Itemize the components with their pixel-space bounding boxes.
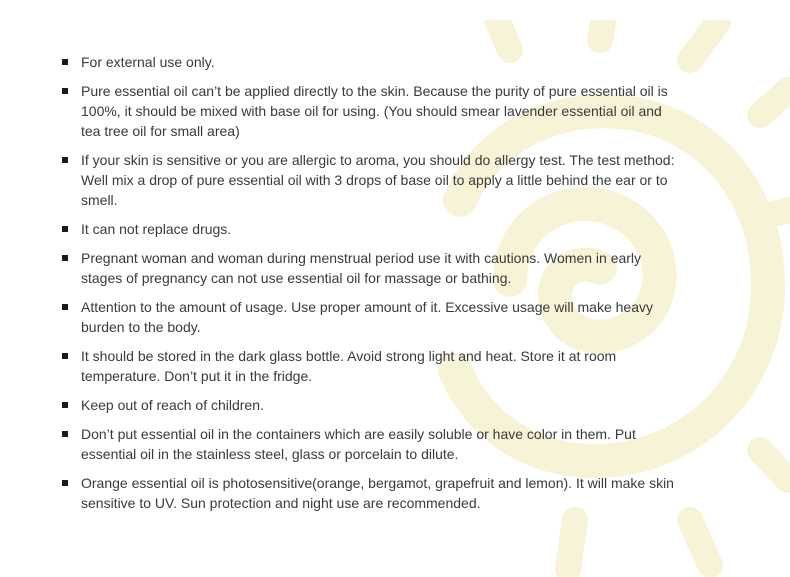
list-item xyxy=(62,346,682,386)
precautions-list xyxy=(62,52,682,522)
bullet-icon xyxy=(62,255,68,261)
list-item xyxy=(62,473,682,513)
bullet-icon xyxy=(62,480,68,486)
bullet-icon xyxy=(62,304,68,310)
bullet-icon xyxy=(62,353,68,359)
list-item xyxy=(62,297,682,337)
list-item xyxy=(62,150,682,210)
list-item-text: Pure essential oil can’t be applied directly to the skin. Because the purity of pure essential oil is 100%, it should be mixed with base oil for using. (You should smear lavender essential oil and tea tree oil for small area) xyxy=(81,83,668,139)
bullet-icon xyxy=(62,431,68,437)
list-item xyxy=(62,424,682,464)
list-item-text: Keep out of reach of children. xyxy=(81,397,264,413)
bullet-icon xyxy=(62,157,68,163)
list-item-text: Attention to the amount of usage. Use proper amount of it. Excessive usage will make heavy burden to the body. xyxy=(81,299,653,335)
list-item xyxy=(62,81,682,141)
bullet-icon xyxy=(62,88,68,94)
list-item xyxy=(62,395,682,415)
list-item-text: For external use only. xyxy=(81,54,215,70)
bullet-icon xyxy=(62,402,68,408)
list-item-text: If your skin is sensitive or you are allergic to aroma, you should do allergy test. The test method: Well mix a drop of pure essential oil with 3 drops of base oil to apply a little behind the ear or to smell. xyxy=(81,152,675,208)
list-item xyxy=(62,52,682,72)
list-item-text: It can not replace drugs. xyxy=(81,221,232,237)
list-item-text: Pregnant woman and woman during menstrual period use it with cautions. Women in early stages of pregnancy can not use essential oil for massage or bathing. xyxy=(81,250,642,286)
list-item-text: Orange essential oil is photosensitive(orange, bergamot, grapefruit and lemon). It will make skin sensitive to UV. Sun protection and night use are recommended. xyxy=(81,475,674,511)
list-item xyxy=(62,219,682,239)
bullet-icon xyxy=(62,226,68,232)
list-item xyxy=(62,248,682,288)
list-item-text: It should be stored in the dark glass bottle. Avoid strong light and heat. Store it at room temperature. Don’t put it in the fridge. xyxy=(81,348,617,384)
list-item-text: Don’t put essential oil in the containers which are easily soluble or have color in them. Put essential oil in the stainless steel, glass or porcelain to dilute. xyxy=(81,426,636,462)
bullet-icon xyxy=(62,59,68,65)
